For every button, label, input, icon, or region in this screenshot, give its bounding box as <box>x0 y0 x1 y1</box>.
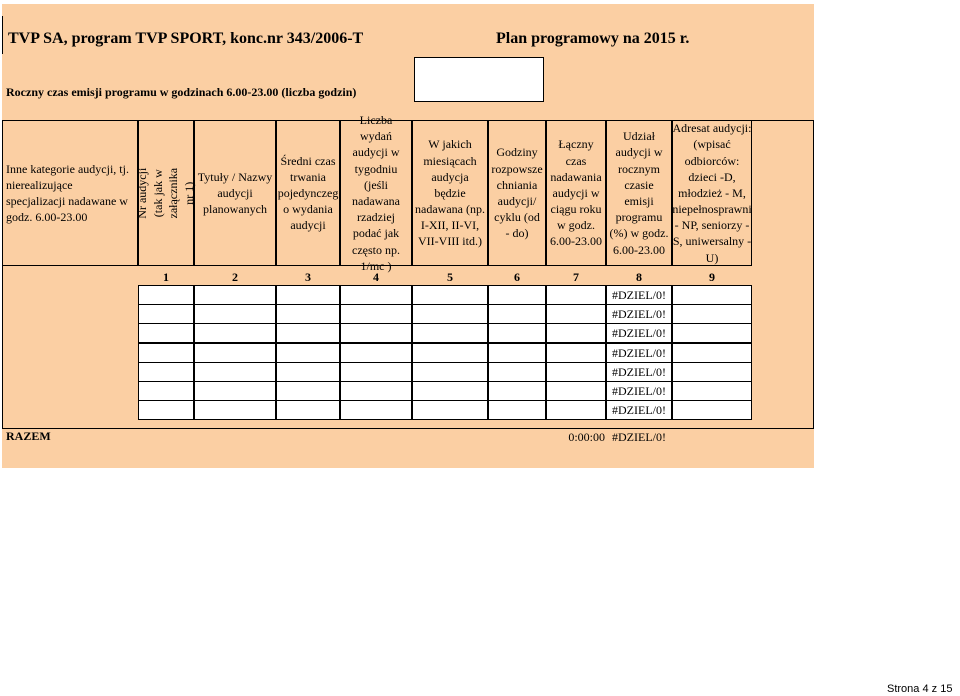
header-col-5 <box>412 120 488 266</box>
row-share-cell[interactable]: #DZIEL/0! <box>606 400 672 420</box>
header-col-8 <box>606 120 672 266</box>
category-label-cell <box>2 120 138 266</box>
row-cell[interactable] <box>138 285 194 305</box>
row-cell[interactable] <box>194 304 276 324</box>
row-cell[interactable] <box>488 381 546 401</box>
row-cell[interactable] <box>276 285 340 305</box>
row-cell[interactable] <box>276 304 340 324</box>
header-col-4-text: Liczba wydań audycji w tygodniu (jeśli nadawana rzadziej podać jak często np. 1/mc ) <box>352 113 400 273</box>
row-cell[interactable] <box>546 285 606 305</box>
header-col-2 <box>194 120 276 266</box>
row-cell[interactable] <box>194 400 276 420</box>
row-cell[interactable] <box>194 285 276 305</box>
row-cell[interactable] <box>546 362 606 382</box>
row-cell[interactable] <box>340 304 412 324</box>
col-number-7: 7 <box>573 270 579 284</box>
col-number-4: 4 <box>373 270 379 284</box>
col-number-6: 6 <box>514 270 520 284</box>
row-cell[interactable] <box>194 323 276 343</box>
row-cell[interactable] <box>546 323 606 343</box>
row-cell[interactable] <box>488 323 546 343</box>
header-col-3 <box>276 120 340 266</box>
header-col-7-text: Łączny czas nadawania audycji w ciągu roku w godz. 6.00-23.00 <box>550 137 602 249</box>
row-cell[interactable] <box>138 343 194 363</box>
row-cell[interactable] <box>138 323 194 343</box>
row-share-cell[interactable]: #DZIEL/0! <box>606 381 672 401</box>
header-col-9-text: Adresat audycji: (wpisać odbiorców: dzieci -D, młodzież - M, niepełnosprawni - NP, seniorzy - S, uniwersalny - U) <box>672 121 752 265</box>
row-cell[interactable] <box>412 304 488 324</box>
row-cell[interactable] <box>672 304 752 324</box>
row-cell[interactable] <box>138 400 194 420</box>
header-col-9 <box>672 120 752 266</box>
page-number: Strona 4 z 15 <box>887 683 953 695</box>
col-number-9: 9 <box>709 270 715 284</box>
col-number-2: 2 <box>232 270 238 284</box>
col-number-8: 8 <box>636 270 642 284</box>
col-number-5: 5 <box>447 270 453 284</box>
row-cell[interactable] <box>194 381 276 401</box>
header-col-2-text: Tytuły / Nazwy audycji planowanych <box>197 169 273 217</box>
row-cell[interactable] <box>138 304 194 324</box>
row-cell[interactable] <box>672 381 752 401</box>
col-number-1: 1 <box>163 270 169 284</box>
row-share-cell[interactable]: #DZIEL/0! <box>606 304 672 324</box>
subtitle: Roczny czas emisji programu w godzinach 6.00-23.00 (liczba godzin) <box>6 85 357 99</box>
row-cell[interactable] <box>488 285 546 305</box>
header-col-3-text: Średni czas trwania pojedynczeg o wydania audycji <box>277 153 339 233</box>
row-cell[interactable] <box>340 285 412 305</box>
row-cell[interactable] <box>412 343 488 363</box>
row-cell[interactable] <box>488 362 546 382</box>
row-cell[interactable] <box>546 304 606 324</box>
row-cell[interactable] <box>672 323 752 343</box>
row-cell[interactable] <box>412 381 488 401</box>
row-cell[interactable] <box>194 343 276 363</box>
row-cell[interactable] <box>672 343 752 363</box>
row-cell[interactable] <box>276 323 340 343</box>
row-cell[interactable] <box>672 362 752 382</box>
header-col-1-text-wrap <box>134 120 196 266</box>
document-title: TVP SA, program TVP SPORT, konc.nr 343/2006-T <box>8 30 364 47</box>
header-col-6-text: Godziny rozpowsze chniania audycji/ cyklu (od - do) <box>491 145 543 241</box>
category-label: Inne kategorie audycji, tj. nierealizujące specjalizacji nadawane w godz. 6.00-23.00 <box>6 161 129 225</box>
header-col-1-text: Nr audycji (tak jak w załącznika nr 1) <box>134 167 196 219</box>
row-cell[interactable] <box>488 343 546 363</box>
plan-title: Plan programowy na 2015 r. <box>496 30 690 47</box>
row-cell[interactable] <box>546 343 606 363</box>
row-cell[interactable] <box>412 323 488 343</box>
row-share-cell[interactable]: #DZIEL/0! <box>606 343 672 363</box>
left-border-line <box>2 16 3 54</box>
row-cell[interactable] <box>340 381 412 401</box>
total-share: #DZIEL/0! <box>612 429 666 444</box>
input-box[interactable] <box>414 57 544 102</box>
row-cell[interactable] <box>276 362 340 382</box>
row-share-cell[interactable]: #DZIEL/0! <box>606 323 672 343</box>
header-col-4 <box>340 113 412 273</box>
row-cell[interactable] <box>488 400 546 420</box>
row-share-cell[interactable]: #DZIEL/0! <box>606 362 672 382</box>
row-cell[interactable] <box>276 381 340 401</box>
row-cell[interactable] <box>488 304 546 324</box>
row-cell[interactable] <box>340 323 412 343</box>
row-cell[interactable] <box>138 381 194 401</box>
header-col-5-text: W jakich miesiącach audycja będzie nadawana (np. I-XII, II-VI, VII-VIII itd.) <box>415 137 485 249</box>
row-cell[interactable] <box>672 285 752 305</box>
row-cell[interactable] <box>276 343 340 363</box>
total-time: 0:00:00 <box>568 430 605 444</box>
header-col-7 <box>546 120 606 266</box>
row-cell[interactable] <box>412 400 488 420</box>
row-cell[interactable] <box>412 285 488 305</box>
row-cell[interactable] <box>276 400 340 420</box>
row-cell[interactable] <box>546 381 606 401</box>
header-col-6 <box>488 120 546 266</box>
row-cell[interactable] <box>340 400 412 420</box>
row-share-cell[interactable]: #DZIEL/0! <box>606 285 672 305</box>
row-cell[interactable] <box>412 362 488 382</box>
row-cell[interactable] <box>672 400 752 420</box>
row-cell[interactable] <box>340 343 412 363</box>
row-cell[interactable] <box>138 362 194 382</box>
total-label: RAZEM <box>6 429 51 443</box>
row-cell[interactable] <box>340 362 412 382</box>
header-col-8-text: Udział audycji w rocznym czasie emisji programu (%) w godz. 6.00-23.00 <box>609 129 669 257</box>
col-number-3: 3 <box>305 270 311 284</box>
row-cell[interactable] <box>546 400 606 420</box>
row-cell[interactable] <box>194 362 276 382</box>
